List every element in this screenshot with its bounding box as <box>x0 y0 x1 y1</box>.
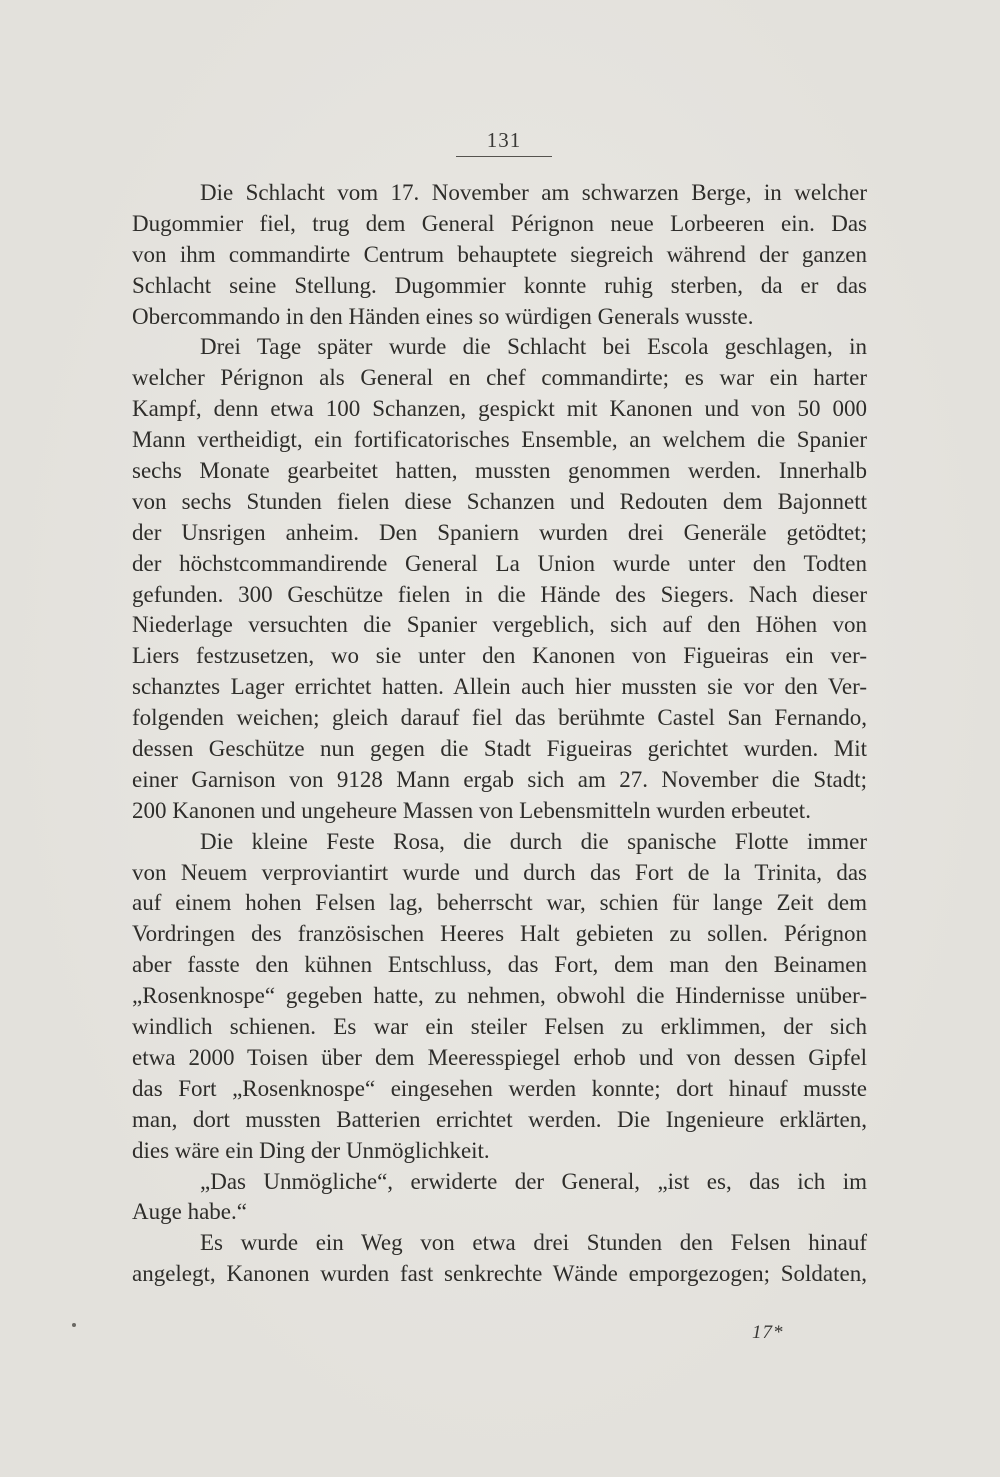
text-line: der höchstcommandirende General La Union wurde unter den Todten <box>132 550 867 576</box>
text-line: Schlacht seine Stellung. Dugommier konnte ruhig sterben, da er das <box>132 272 867 298</box>
text-line: von ihm commandirte Centrum behauptete siegreich während der ganzen <box>132 241 867 267</box>
text-line: 200 Kanonen und ungeheure Massen von Lebensmitteln wurden erbeutet. <box>132 797 811 823</box>
text-line: Die kleine Feste Rosa, die durch die spanische Flotte immer <box>200 828 867 854</box>
text-line: dies wäre ein Ding der Unmöglichkeit. <box>132 1137 490 1163</box>
text-line: schanztes Lager errichtet hatten. Allein auch hier mussten sie vor den Ver- <box>132 674 867 700</box>
text-line: der Unsrigen anheim. Den Spaniern wurden drei Generäle getödtet; <box>132 519 867 545</box>
text-line: Kampf, denn etwa 100 Schanzen, gespickt mit Kanonen und von 50 000 <box>132 396 867 422</box>
paper-speck <box>72 1323 76 1327</box>
text-line: Auge habe.“ <box>132 1199 247 1225</box>
text-line: etwa 2000 Toisen über dem Meeresspiegel erhob und von dessen Gipfel <box>132 1044 867 1070</box>
text-line: Vordringen des französischen Heeres Halt gebieten zu sollen. Pérignon <box>132 921 867 947</box>
text-line: Niederlage versuchten die Spanier vergeblich, sich auf den Höhen von <box>132 612 867 638</box>
text-line: aber fasste den kühnen Entschluss, das Fort, dem man den Beinamen <box>132 952 867 978</box>
text-line: Es wurde ein Weg von etwa drei Stunden den Felsen hinauf <box>200 1230 867 1256</box>
text-line: von Neuem verproviantirt wurde und durch das Fort de la Trinita, das <box>132 859 867 885</box>
page-number: 131 <box>486 128 522 152</box>
text-line: „Rosenknospe“ gegeben hatte, zu nehmen, obwohl die Hindernisse unüber- <box>132 983 867 1009</box>
text-line: sechs Monate gearbeitet hatten, mussten genommen werden. Innerhalb <box>132 458 867 484</box>
text-line: angelegt, Kanonen wurden fast senkrechte Wände emporgezogen; Soldaten, <box>132 1261 867 1287</box>
text-line: Die Schlacht vom 17. November am schwarzen Berge, in welcher <box>200 180 867 205</box>
signature-mark: 17* <box>752 1322 784 1343</box>
text-line: einer Garnison von 9128 Mann ergab sich am 27. November die Stadt; <box>132 766 867 792</box>
body-text <box>132 178 867 1290</box>
text-line: das Fort „Rosenknospe“ eingesehen werden konnte; dort hinauf musste <box>132 1075 867 1101</box>
text-line: folgenden weichen; gleich darauf fiel das berühmte Castel San Fernando, <box>132 705 867 731</box>
text-line: welcher Pérignon als General en chef commandirte; es war ein harter <box>132 365 867 391</box>
text-line: Obercommando in den Händen eines so würdigen Generals wusste. <box>132 303 754 329</box>
text-line: Mann vertheidigt, ein fortificatorisches Ensemble, an welchem die Spanier <box>132 427 867 453</box>
text-line: dessen Geschütze nun gegen die Stadt Figueiras gerichtet wurden. Mit <box>132 736 867 762</box>
text-line: auf einem hohen Felsen lag, beherrscht war, schien für lange Zeit dem <box>132 890 867 916</box>
text-line: „Das Unmögliche“, erwiderte der General, „ist es, das ich im <box>200 1168 867 1194</box>
text-line: Drei Tage später wurde die Schlacht bei Escola geschlagen, in <box>200 334 867 360</box>
text-line: Liers festzusetzen, wo sie unter den Kanonen von Figueiras ein ver- <box>132 643 867 669</box>
text-line: man, dort mussten Batterien errichtet werden. Die Ingenieure erklärten, <box>132 1106 867 1132</box>
page-number-rule <box>456 156 552 157</box>
text-line: von sechs Stunden fielen diese Schanzen und Redouten dem Bajonnett <box>132 488 867 514</box>
text-line: windlich schienen. Es war ein steiler Felsen zu erklimmen, der sich <box>132 1014 867 1040</box>
text-line: gefunden. 300 Geschütze fielen in die Hände des Siegers. Nach dieser <box>132 581 867 607</box>
text-line: Dugommier fiel, trug dem General Pérignon neue Lorbeeren ein. Das <box>132 210 867 236</box>
